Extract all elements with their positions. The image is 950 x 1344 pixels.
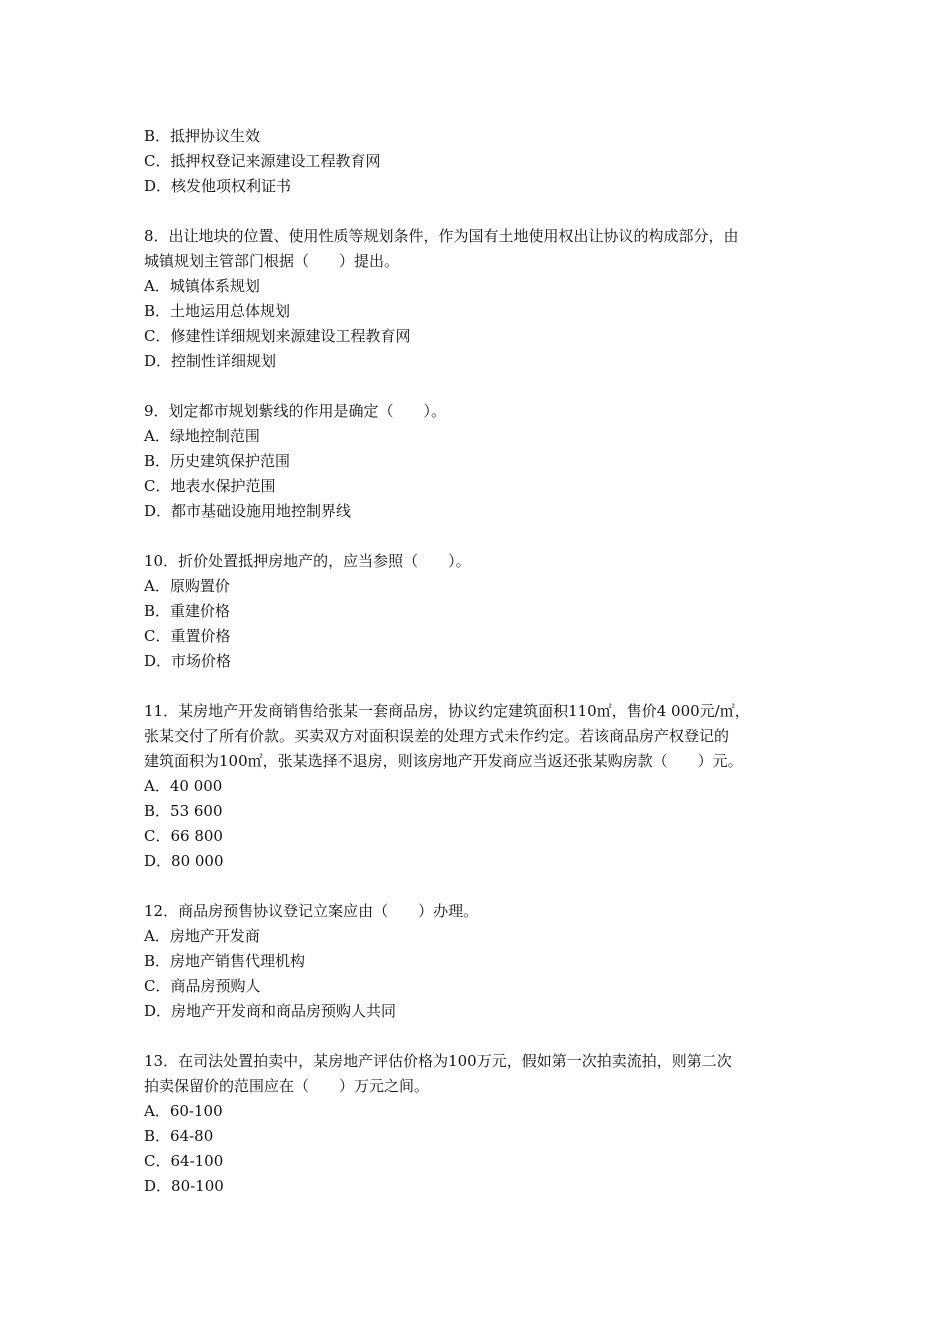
option-line: C．地表水保护范围: [144, 477, 276, 495]
question-stem-line: 10．折价处置抵押房地产的，应当参照（ ）。: [144, 552, 471, 570]
question-stem-line: 张某交付了所有价款。买卖双方对面积误差的处理方式未作约定。若该商品房产权登记的: [144, 727, 730, 745]
question-10: [144, 549, 808, 674]
leading-options: [144, 124, 808, 199]
option-line: C．66 800: [144, 827, 223, 845]
document-page: [144, 124, 808, 1199]
option-line: D．都市基础设施用地控制界线: [144, 502, 352, 520]
question-9: [144, 399, 808, 524]
option-line: C．修建性详细规划来源建设工程教育网: [144, 327, 411, 345]
option-line: B．历史建筑保护范围: [144, 452, 291, 470]
option-line: B．重建价格: [144, 602, 231, 620]
option-line: D．80-100: [144, 1177, 224, 1195]
option-line: C．抵押权登记来源建设工程教育网: [144, 152, 381, 170]
option-line: B．抵押协议生效: [144, 127, 261, 145]
question-8: [144, 224, 808, 374]
option-line: D．市场价格: [144, 652, 232, 670]
question-stem-line: 9．划定都市规划紫线的作用是确定（ ）。: [144, 402, 447, 420]
option-line: B．房地产销售代理机构: [144, 952, 306, 970]
question-stem-line: 11．某房地产开发商销售给张某一套商品房，协议约定建筑面积110㎡，售价4 000元/㎡，: [144, 702, 750, 720]
question-stem-line: 13．在司法处置拍卖中，某房地产评估价格为100万元，假如第一次拍卖流拍，则第二次: [144, 1052, 732, 1070]
question-12: [144, 899, 808, 1024]
option-line: B．53 600: [144, 802, 223, 820]
option-line: A．40 000: [144, 777, 223, 795]
option-line: A．城镇体系规划: [144, 277, 260, 295]
option-line: D．核发他项权利证书: [144, 177, 292, 195]
option-line: D．房地产开发商和商品房预购人共同: [144, 1002, 397, 1020]
option-line: C．64-100: [144, 1152, 224, 1170]
option-line: C．商品房预购人: [144, 977, 261, 995]
option-line: C．重置价格: [144, 627, 231, 645]
question-stem-line: 12．商品房预售协议登记立案应由（ ）办理。: [144, 902, 479, 920]
option-line: D．控制性详细规划: [144, 352, 277, 370]
option-line: B．64-80: [144, 1127, 214, 1145]
option-line: A．60-100: [144, 1102, 223, 1120]
option-line: B．土地运用总体规划: [144, 302, 291, 320]
question-stem-line: 8．出让地块的位置、使用性质等规划条件，作为国有土地使用权出让协议的构成部分，由: [144, 227, 739, 245]
option-line: A．原购置价: [144, 577, 230, 595]
option-line: A．绿地控制范围: [144, 427, 260, 445]
option-line: A．房地产开发商: [144, 927, 260, 945]
question-13: [144, 1049, 808, 1199]
question-11: [144, 699, 808, 874]
option-line: D．80 000: [144, 852, 224, 870]
question-stem-line: 拍卖保留价的范围应在（ ）万元之间。: [144, 1077, 430, 1095]
question-stem-line: 城镇规划主管部门根据（ ）提出。: [144, 252, 400, 270]
question-stem-line: 建筑面积为100㎡，张某选择不退房，则该房地产开发商应当返还张某购房款（ ）元。: [144, 752, 743, 770]
